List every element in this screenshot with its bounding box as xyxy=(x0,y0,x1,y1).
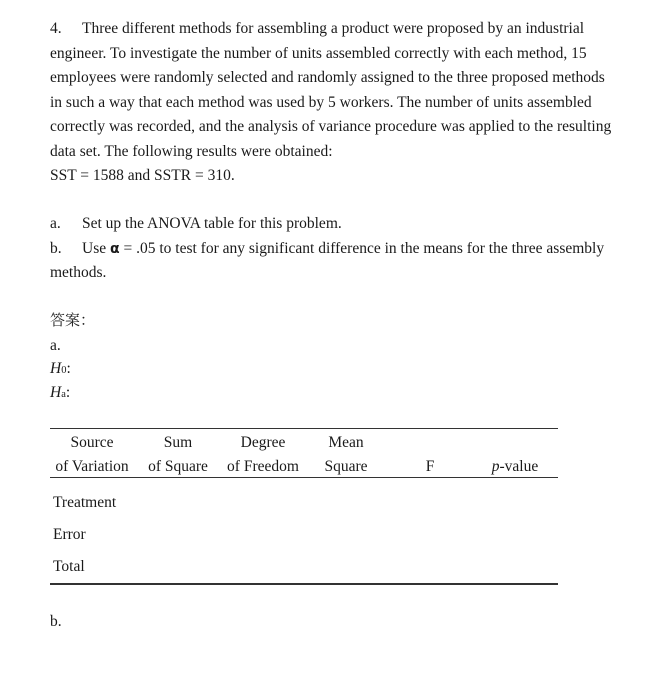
part-b-text: = .05 to test for any significant difference in the means for the three assembly methods. xyxy=(50,239,605,281)
header-df-line1: Degree xyxy=(240,434,286,451)
header-ms-line2: Square xyxy=(324,458,368,475)
table-bottom-rule xyxy=(50,583,558,585)
alpha-symbol: α xyxy=(109,240,120,257)
header-p-italic: p xyxy=(491,458,500,475)
part-a-label: a. xyxy=(50,215,61,232)
alternative-hypothesis xyxy=(50,384,70,402)
table-top-rule xyxy=(50,428,558,429)
problem-statement xyxy=(50,17,620,189)
h0-subscript: 0 xyxy=(61,365,67,376)
header-ms-line1: Mean xyxy=(328,434,364,451)
header-sum-line1: Sum xyxy=(163,434,193,451)
header-sum-line2: of Square xyxy=(148,458,208,475)
header-p-rest: -value xyxy=(499,458,539,475)
row-treatment: Treatment xyxy=(53,494,117,511)
part-a xyxy=(50,212,620,237)
answer-a-label: a. xyxy=(50,337,61,354)
null-hypothesis xyxy=(50,360,71,378)
answer-b-label: b. xyxy=(50,613,62,630)
header-sum-of-square xyxy=(142,431,214,479)
row-total: Total xyxy=(53,558,85,575)
header-df-line2: of Freedom xyxy=(227,458,299,475)
problem-number: 4. xyxy=(50,20,62,37)
part-a-text: Set up the ANOVA table for this problem. xyxy=(82,215,342,232)
ha-colon: : xyxy=(65,384,71,401)
problem-paragraph xyxy=(50,17,620,164)
problem-text: Three different methods for assembling a product were proposed by an industrial engineer. To investigate the number of units assembled correctly with each method, 15 employees were randomly selected and randomly assigned to the three proposed methods in such a way that each method was used by 5 workers. The number of units assembled correctly was recorded, and the analysis of variance procedure was applied to the resulting data set. The following results were obtained: xyxy=(50,20,612,160)
header-source-line1: Source xyxy=(70,434,114,451)
answer-heading: 答案： xyxy=(50,311,96,329)
header-f: F xyxy=(425,458,435,475)
header-p-value xyxy=(480,455,550,479)
question-parts xyxy=(50,212,620,286)
part-b xyxy=(50,237,620,286)
part-b-pre: Use xyxy=(82,239,107,257)
part-b-label: b. xyxy=(50,239,62,257)
header-degree-of-freedom xyxy=(221,431,305,479)
table-header-rule xyxy=(50,477,558,478)
row-error: Error xyxy=(53,526,86,543)
header-source xyxy=(50,431,134,479)
given-values: SST = 1588 and SSTR = 310. xyxy=(50,167,235,184)
h0-colon: : xyxy=(66,360,71,377)
ha-symbol: H xyxy=(50,384,62,401)
header-source-line2: of Variation xyxy=(55,458,129,475)
h0-symbol: H xyxy=(50,360,62,377)
header-mean-square xyxy=(318,431,374,479)
ha-subscript: a xyxy=(61,389,66,400)
